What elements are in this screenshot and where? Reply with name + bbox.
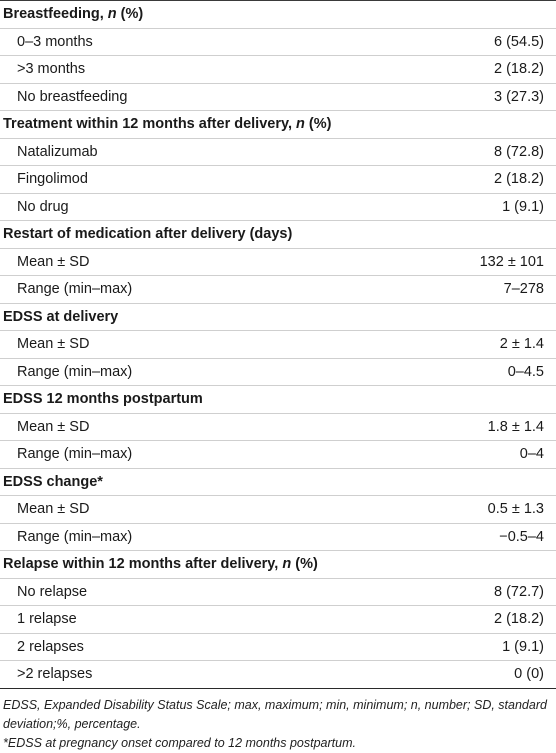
row-value: 132 ± 101 — [479, 253, 544, 270]
table-row — [0, 139, 556, 167]
asterisk-footnote: *EDSS at pregnancy onset compared to 12 months postpartum. — [3, 736, 356, 750]
table-row — [0, 84, 556, 112]
row-label: 2 relapses — [17, 638, 84, 655]
row-label: Mean ± SD — [17, 501, 90, 517]
row-label: Range (min–max) — [17, 281, 133, 297]
table-row — [0, 414, 556, 442]
row-label: >3 months — [17, 61, 86, 77]
row-value: −0.5–4 — [499, 528, 544, 545]
abbreviations-footnote: EDSS, Expanded Disability Status Scale; max, maximum; min, minimum; n, number; SD, standard deviation;%, percentage. — [3, 698, 547, 731]
row-label: Range (min–max) — [17, 446, 133, 462]
row-label: No breastfeeding — [17, 88, 128, 105]
row-label: >2 relapses — [17, 666, 93, 682]
section-heading: Restart of medication after delivery (days) — [0, 221, 556, 249]
table-row — [0, 166, 556, 194]
row-label: Mean ± SD — [17, 336, 90, 352]
row-label: Mean ± SD — [17, 253, 90, 270]
section-breastfeeding — [0, 1, 556, 111]
row-value: 0–4.5 — [507, 363, 544, 380]
row-value: 2 (18.2) — [494, 61, 544, 77]
row-label: Natalizumab — [17, 143, 98, 160]
row-label: Range (min–max) — [17, 528, 133, 545]
section-heading: Treatment within 12 months after delivery, n (%) — [0, 111, 556, 139]
section-heading: EDSS change* — [0, 469, 556, 497]
table-row — [0, 194, 556, 222]
table-row — [0, 524, 556, 552]
section-treatment — [0, 111, 556, 221]
table-row — [0, 579, 556, 607]
section-relapse — [0, 551, 556, 688]
table-row — [0, 331, 556, 359]
row-value: 7–278 — [503, 281, 544, 297]
table-row — [0, 606, 556, 634]
table-row — [0, 56, 556, 84]
row-value: 1 (9.1) — [502, 198, 544, 215]
section-heading: Breastfeeding, n (%) — [0, 1, 556, 29]
section-edss-change — [0, 469, 556, 552]
row-label: No relapse — [17, 583, 88, 600]
table-row — [0, 661, 556, 688]
table-row — [0, 496, 556, 524]
row-value: 8 (72.7) — [494, 583, 544, 600]
row-value: 1 (9.1) — [502, 638, 544, 655]
row-label: Fingolimod — [17, 171, 88, 187]
row-label: No drug — [17, 198, 69, 215]
row-value: 1.8 ± 1.4 — [487, 418, 544, 435]
row-value: 2 (18.2) — [494, 171, 544, 187]
section-restart-medication — [0, 221, 556, 304]
section-heading: EDSS at delivery — [0, 304, 556, 332]
row-value: 8 (72.8) — [494, 143, 544, 160]
table-row — [0, 29, 556, 57]
table-row — [0, 249, 556, 277]
row-value: 0.5 ± 1.3 — [487, 501, 544, 517]
table-row — [0, 634, 556, 662]
section-edss-delivery — [0, 304, 556, 387]
table-row — [0, 276, 556, 304]
row-value: 2 (18.2) — [494, 611, 544, 627]
section-heading: Relapse within 12 months after delivery, n (%) — [0, 551, 556, 579]
row-label: 1 relapse — [17, 611, 77, 627]
row-value: 6 (54.5) — [494, 33, 544, 50]
section-edss-postpartum — [0, 386, 556, 469]
table-footnotes — [0, 689, 556, 753]
section-heading: EDSS 12 months postpartum — [0, 386, 556, 414]
table-row — [0, 359, 556, 387]
row-value: 2 ± 1.4 — [499, 336, 544, 352]
row-value: 0 (0) — [514, 666, 544, 682]
row-label: 0–3 months — [17, 33, 93, 50]
row-label: Mean ± SD — [17, 418, 90, 435]
table-row — [0, 441, 556, 469]
row-label: Range (min–max) — [17, 363, 133, 380]
row-value: 3 (27.3) — [494, 88, 544, 105]
row-value: 0–4 — [519, 446, 544, 462]
